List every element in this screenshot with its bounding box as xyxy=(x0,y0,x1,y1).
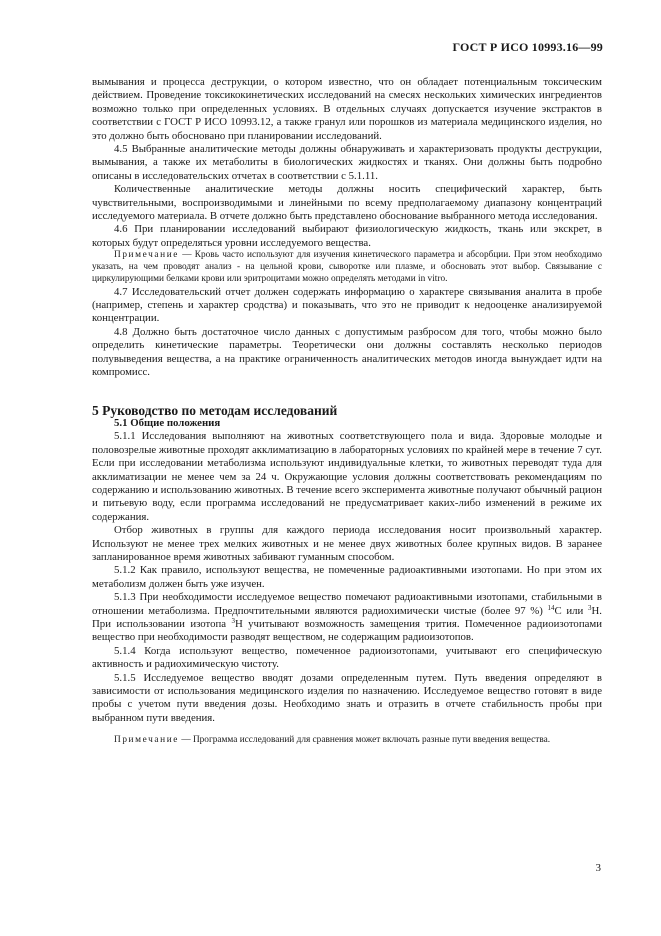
note-2-label: Примечание xyxy=(114,735,179,746)
standard-header: ГОСТ Р ИСО 10993.16—99 xyxy=(452,40,603,54)
paragraph-5-1-2: 5.1.2 Как правило, используют вещества, не помеченные радиоактивными изотопами. Но при этом их метаболизм должен быть уже изучен. xyxy=(92,564,602,590)
note-label: Примечание xyxy=(114,250,179,261)
paragraph-4-5-continued: Количественные аналитические методы должны носить специфический характер, быть чувствительными, воспроизводимыми и линейными по всему предполагаемому диапазону концентраций исследуемого материала. В отчете должно быть представлено обоснование выбранного метода исследования. xyxy=(92,183,602,223)
paragraph-5-1-5: 5.1.5 Исследуемое вещество вводят дозами определенным путем. Путь введения определяют в зависимости от использования медицинского изделия по назначению. Исследуемое вещество готовят в виде пробы с учетом пути введения дозы. Необходимо знать и отразить в отчете стабильность пробы при выбранном пути введения. xyxy=(92,671,602,724)
p513-sup-3b: 3 xyxy=(231,617,235,626)
paragraph-5-1-1: 5.1.1 Исследования выполняют на животных соответствующего пола и вида. Здоровые молодые и половозрелые животные проходят акклиматизацию в лабораторных условиях по крайней мере в течение 7 сут. Если при исследовании метаболизма используют индивидуальные клетки, то животных переводят туда для акклиматизации не менее чем за 24 ч. Окружающие условия должны соответствовать рекомендациям по содержанию и использованию животных. В течение всего эксперимента животные получают обычный рацион и питьевую воду, если программа исследований не предусматривает каких-либо изменений в режиме их содержания. xyxy=(92,430,602,523)
spacer xyxy=(92,380,602,404)
paragraph-5-1-1-continued: Отбор животных в группы для каждого периода исследования носит произвольный характер. Используют не менее трех мелких животных и не менее двух животных более крупных видов. В заранее запланированное время животных забивают гуманным способом. xyxy=(92,524,602,563)
note-2 xyxy=(92,735,602,747)
p513-part-c: Н. При использовании изотопа xyxy=(92,604,602,631)
paragraph-5-1-3 xyxy=(92,591,602,645)
section-5-heading: 5 Руководство по методам исследований xyxy=(92,402,338,418)
p513-part-a: 5.1.3 При необходимости исследуемое вещество помечают радиоактивными изотопами, стабильными в отношении метаболизма. Предпочтительными являются радиохимически чистые (более 97 %) xyxy=(92,591,602,617)
paragraph-4-5: 4.5 Выбранные аналитические методы должны обнаруживать и характеризовать продукты деструкции, вымывания, а также их метаболиты в биологических жидкостях и тканях. Они должны быть подробно описаны в исследовательских отчетах в соответствии с 5.1.11. xyxy=(92,143,602,182)
p513-sup-3a: 3 xyxy=(588,603,592,612)
p513-part-b: С или xyxy=(554,604,588,617)
note-2-text: — Программа исследований для сравнения может включать разные пути введения вещества. xyxy=(179,735,551,746)
section-5-1-heading: 5.1 Общие положения xyxy=(114,416,221,429)
page-number: 3 xyxy=(595,862,601,874)
note-1 xyxy=(92,250,602,285)
note-1-text: — Кровь часто используют для изучения кинетического параметра и абсорбции. При этом необходимо указать, на чем проводят анализ - на цельной крови, сыворотке или плазме, и обосновать этот выбор. Связывание с циркулирующими белками крови или эритроцитами можно определять методами in vitro. xyxy=(92,250,602,284)
p513-part-d: Н учитывают возможность замещения трития. Помеченное радиоизотопами вещество при необходимости разводят веществом, не содержащим радиоизотопов. xyxy=(92,618,602,644)
paragraph-5-1-4: 5.1.4 Когда используют вещество, помеченное радиоизотопами, учитывают его специфическую активность и радиохимическую чистоту. xyxy=(92,644,602,671)
paragraph-intro: вымывания и процесса деструкции, о котором известно, что он обладает потенциальным токсическим действием. Проведение токсикокинетических исследований на смесях нескольких химических ингредиентов возможно только при определенных условиях. В отдельных случаях допускается изучение экстрактов в соответствии с ГОСТ Р ИСО 10993.12, а также гранул или порошков из материала медицинского изделия, но это должно быть обосновано при планировании исследований. xyxy=(92,76,602,142)
paragraph-4-7: 4.7 Исследовательский отчет должен содержать информацию о характере связывания аналита в пробе (например, степень и характер сродства) и показывать, что это не приводит к недооценке анализируемой концентрации. xyxy=(92,285,602,325)
paragraph-4-8: 4.8 Должно быть достаточное число данных с допустимым разбросом для того, чтобы можно было определить кинетические параметры. Теоретически они должны составлять несколько периодов полувыведения вещества, а на практике ограниченность аналитических методов иногда вынуждает идти на компромисс. xyxy=(92,325,602,379)
paragraph-4-6: 4.6 При планировании исследований выбирают физиологическую жидкость, ткань или экскрет, в которых будут определяться уровни исследуемого вещества. xyxy=(92,223,602,249)
page-content xyxy=(92,76,602,747)
p513-sup-14: 14 xyxy=(547,603,555,612)
